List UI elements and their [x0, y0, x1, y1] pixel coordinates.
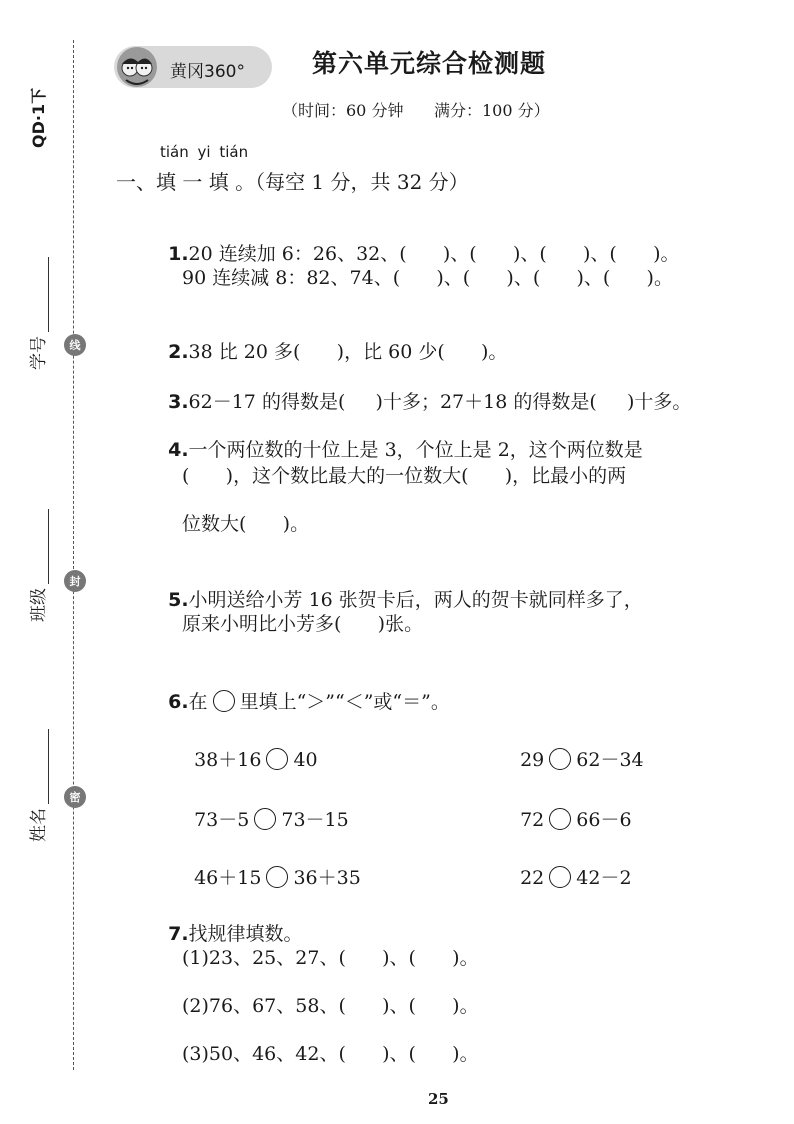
compare-right: 36＋35 — [293, 867, 361, 889]
compare-circle[interactable] — [549, 748, 571, 770]
compare-circle[interactable] — [549, 866, 571, 888]
question-4-line-b: ( )，这个数比最大的一位数大( )，比最小的两 — [182, 465, 627, 487]
seal-line: 线 — [64, 334, 86, 356]
question-6-pre: 在 — [188, 691, 208, 713]
compare-left: 72 — [520, 809, 545, 831]
seal-fold: 密 — [64, 786, 86, 808]
compare-left: 22 — [520, 867, 545, 889]
question-6 — [156, 666, 450, 714]
class-label: 班级 — [29, 588, 49, 622]
heading-pinyin: tián yi tián — [160, 143, 249, 161]
compare-left: 29 — [520, 749, 545, 771]
question-4-line-a: 一个两位数的十位上是 3，个位上是 2，这个两位数是 — [188, 439, 643, 461]
brand-text: 黄冈360° — [170, 62, 245, 82]
question-number: 7. — [168, 923, 189, 945]
exam-time-info: （时间：60 分钟 满分：100 分） — [282, 101, 550, 120]
class-field[interactable] — [24, 509, 49, 622]
question-number: 2. — [168, 341, 189, 363]
section-heading: 一、填 一 填 。（每空 1 分，共 32 分） — [116, 170, 469, 194]
question-1-line-b: 90 连续减 8：82、74、( )、( )、( )、( )。 — [182, 267, 673, 289]
student-no-label: 学号 — [29, 336, 49, 370]
student-no-rule — [47, 257, 49, 332]
circle-icon — [213, 690, 235, 712]
pattern-item: (2)76、67、58、( )、( )。 — [182, 995, 479, 1017]
compare-left: 38＋16 — [194, 749, 262, 771]
pattern-item: (1)23、25、27、( )、( )。 — [182, 947, 479, 969]
name-field[interactable] — [24, 729, 49, 842]
question-4-line-c: 位数大( )。 — [182, 513, 310, 535]
compare-right: 62－34 — [576, 749, 644, 771]
page-title: 第六单元综合检测题 — [312, 49, 547, 78]
question-7-text: 找规律填数。 — [188, 923, 303, 945]
question-4 — [156, 414, 643, 462]
student-no-field[interactable] — [24, 257, 49, 370]
question-number: 6. — [168, 691, 189, 713]
compare-item — [182, 842, 361, 890]
question-number: 4. — [168, 439, 189, 461]
compare-circle[interactable] — [549, 808, 571, 830]
compare-circle[interactable] — [254, 808, 276, 830]
cut-line — [73, 40, 74, 1070]
question-number: 3. — [168, 391, 189, 413]
question-3-text: 62－17 的得数是( )十多；27＋18 的得数是( )十多。 — [188, 391, 692, 413]
compare-item — [182, 784, 349, 832]
question-number: 1. — [168, 243, 189, 265]
compare-right: 73－15 — [281, 809, 349, 831]
mascot-logo-icon — [116, 46, 158, 88]
compare-right: 40 — [293, 749, 318, 771]
compare-left: 73－5 — [194, 809, 250, 831]
compare-left: 46＋15 — [194, 867, 262, 889]
compare-item — [182, 724, 318, 772]
question-5-line-b: 原来小明比小芳多( )张。 — [182, 613, 424, 635]
question-6-post: 里填上“＞”“＜”或“＝”。 — [239, 691, 450, 713]
compare-right: 42－2 — [576, 867, 632, 889]
question-number: 5. — [168, 589, 189, 611]
compare-item — [508, 842, 632, 890]
name-rule — [47, 729, 49, 804]
compare-circle[interactable] — [266, 866, 288, 888]
name-label: 姓名 — [29, 808, 49, 842]
compare-right: 66－6 — [576, 809, 632, 831]
question-3 — [156, 366, 691, 414]
question-7 — [156, 898, 303, 946]
compare-item — [508, 724, 644, 772]
question-5 — [156, 564, 643, 612]
compare-circle[interactable] — [266, 748, 288, 770]
seal-seal: 封 — [64, 570, 86, 592]
question-2-text: 38 比 20 多( )，比 60 少( )。 — [188, 341, 508, 363]
question-5-line-a: 小明送给小芳 16 张贺卡后，两人的贺卡就同样多了， — [188, 589, 643, 611]
pattern-item: (3)50、46、42、( )、( )。 — [182, 1043, 479, 1065]
question-1 — [156, 218, 680, 266]
class-rule — [47, 509, 49, 584]
page-number: 25 — [428, 1090, 449, 1108]
compare-item — [508, 784, 632, 832]
question-1-line-a: 20 连续加 6：26、32、( )、( )、( )、( )。 — [188, 243, 680, 265]
edition-code: QD·1下 — [29, 87, 48, 148]
question-2 — [156, 316, 507, 364]
